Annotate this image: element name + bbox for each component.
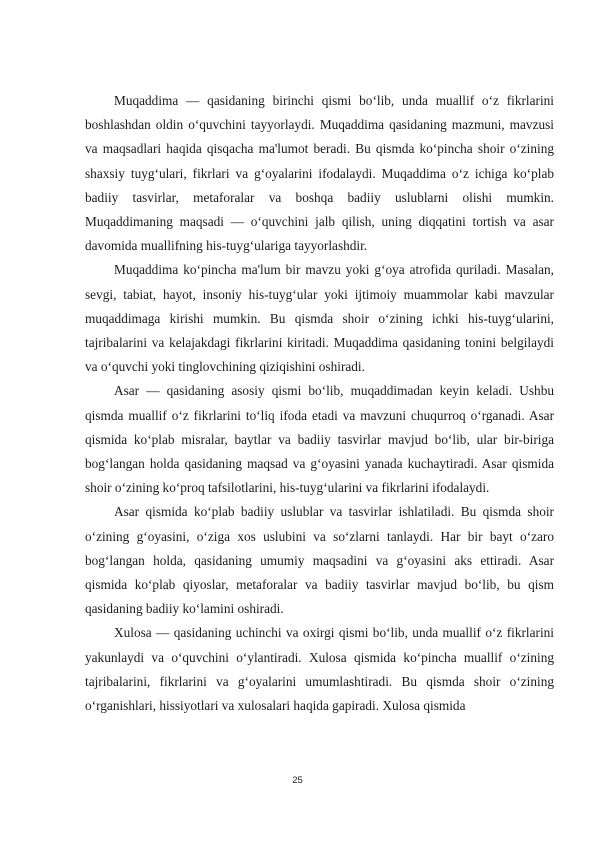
paragraph-asar-intro: Asar — qasidaning asosiy qismi bo‘lib, muqaddimadan keyin keladi. Ushbu qismda muallif o‘z fikrlarini to‘liq ifoda etadi va mavzuni chuqurroq o‘rganadi. Asar qismida ko‘plab misralar, baytlar va badiiy tasvirlar mavjud bo‘lib, ular bir-biriga bog‘langan holda qasidaning maqsad va g‘oyasini yanada kuchaytiradi. Asar qismida shoir o‘zining ko‘proq tafsilotlarini, his-tuyg‘ularini va fikrlarini ifodalaydi. [85, 383, 554, 496]
paragraph-muqaddima-intro: Muqaddima — qasidaning birinchi qismi bo‘lib, unda muallif o‘z fikrlarini boshlashdan oldin o‘quvchini tayyorlaydi. Muqaddima qasidaning mazmuni, mavzusi va maqsadlari haqida qisqacha ma'lumot beradi. Bu qismda ko‘pincha shoir o‘zining shaxsiy tuyg‘ulari, fikrlari va g‘oyalarini ifodalaydi. Muqaddima o‘z ichiga ko‘plab badiiy tasvirlar, metaforalar va boshqa badiiy uslublarni olishi mumkin. Muqaddimaning maqsadi — o‘quvchini jalb qilish, uning diqqatini tortish va asar davomida muallifning his-tuyg‘ulariga tayyorlashdir. [85, 93, 554, 254]
paragraph-muqaddima-themes: Muqaddima ko‘pincha ma'lum bir mavzu yoki g‘oya atrofida quriladi. Masalan, sevgi, tabiat, hayot, insoniy his-tuyg‘ular yoki ijtimoiy muammolar kabi mavzular muqaddimaga kirishi mumkin. Bu qismda shoir o‘zining ichki his-tuyg‘ularini, tajribalarini va kelajakdagi fikrlarini kiritadi. Muqaddima qasidaning tonini belgilaydi va o‘quvchi yoki tinglovchining qiziqishini oshiradi. [85, 262, 554, 375]
paragraph-asar-styles: Asar qismida ko‘plab badiiy uslublar va tasvirlar ishlatiladi. Bu qismda shoir o‘zining g‘oyasini, o‘ziga xos uslubini va so‘zlarni tanlaydi. Har bir bayt o‘zaro bog‘langan holda, qasidaning umumiy maqsadini va g‘oyasini aks ettiradi. Asar qismida ko‘plab qiyoslar, metaforalar va badiiy tasvirlar mavjud bo‘lib, bu qism qasidaning badiiy ko‘lamini oshiradi. [85, 504, 554, 617]
body-text [85, 89, 554, 718]
page-number: 25 [292, 775, 303, 786]
paragraph-xulosa: Xulosa — qasidaning uchinchi va oxirgi qismi bo‘lib, unda muallif o‘z fikrlarini yakunlaydi va o‘quvchini o‘ylantiradi. Xulosa qismida ko‘pincha muallif o‘zining tajribalarini, fikrlarini va g‘oyalarini umumlashtiradi. Bu qismda shoir o‘zining o‘rganishlari, hissiyotlari va xulosalari haqida gapiradi. Xulosa qismida [85, 625, 554, 714]
